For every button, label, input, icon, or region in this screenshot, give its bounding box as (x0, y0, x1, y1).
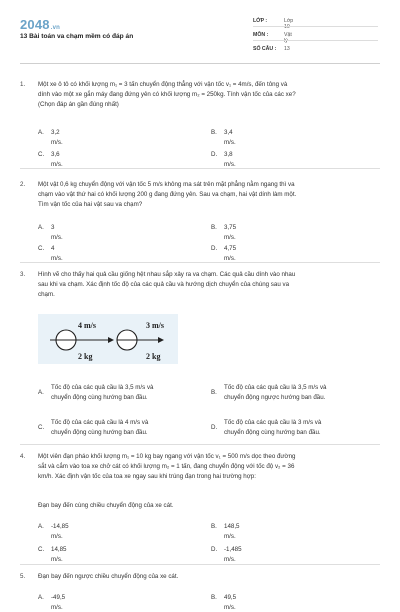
page-header (0, 0, 400, 64)
question-stem (38, 270, 376, 300)
option-letter: C. (38, 546, 45, 553)
meta-count-label: SỐ CÂU : (253, 46, 277, 52)
mass-right: 2 kg (146, 352, 161, 361)
document-title: 13 Bài toán va chạm mềm có đáp án (20, 33, 134, 40)
collision-diagram (38, 314, 178, 364)
option-letter: C. (38, 151, 45, 158)
option-text: 3,6 m/s. (51, 151, 63, 168)
option-text: 3,4 m/s. (224, 129, 236, 146)
mass-left: 2 kg (78, 352, 93, 361)
option-text-line1: Tốc độ của các quả cầu là 3 m/s và (224, 419, 322, 426)
question-stem (38, 180, 376, 210)
meta-subject-label: MÔN : (253, 32, 269, 38)
velocity-left: 4 m/s (78, 321, 96, 330)
question-line: Một viên đạn pháo khối lượng m₁ = 10 kg bay ngang với vận tốc v₁ = 500 m/s dọc theo đường (38, 453, 296, 460)
divider (253, 26, 378, 27)
logo-suffix: .vn (50, 25, 61, 31)
meta-class-label: LỚP : (253, 18, 268, 24)
question-line: dính vào một xe gắn máy đang đứng yên có khối lượng m₂ = 250kg. Tính vận tốc của các xe? (38, 91, 296, 98)
option-text-line1: Tốc độ của các quả cầu là 4 m/s và (51, 419, 149, 426)
question-stem (38, 452, 376, 482)
logo-main: 2048 (20, 17, 50, 32)
option-letter: B. (211, 523, 217, 530)
header-divider (20, 63, 380, 64)
question-line: Đạn bay đến ngược chiều chuyển động của xe cát. (38, 573, 179, 580)
option-letter: D. (211, 424, 218, 431)
meta-count-value: 13 (284, 46, 290, 52)
question-line: Một vật 0,6 kg chuyển động với vận tốc 5 m/s không ma sát trên mặt phẳng nằm ngang thì va (38, 181, 295, 188)
question-divider (20, 444, 380, 445)
question-stem (38, 572, 376, 582)
question-line: sau khi va chạm. Xác định tốc độ của các quả cầu và hướng dịch chuyển của chúng sau va (38, 281, 290, 288)
option-text-line2: chuyển động cùng hướng ban đầu. (224, 429, 321, 436)
meta-subject-value: Vật lý (284, 32, 292, 44)
question-line: chạm. (38, 291, 55, 298)
question-line: Hình vẽ cho thấy hai quả cầu giống hệt nhau sắp xảy ra va chạm. Các quả cầu dính vào nhau (38, 271, 296, 278)
option-letter: A. (38, 129, 44, 136)
question-line: km/h. Xác định vận tốc của toa xe ngay sau khi trúng đạn trong hai trường hợp: (38, 473, 256, 480)
option-text: 3 m/s. (51, 224, 63, 241)
option-letter: D. (211, 245, 218, 252)
option-text: -1,485 m/s. (224, 546, 242, 563)
option-text: 4,75 m/s. (224, 245, 237, 262)
option-letter: B. (211, 389, 217, 396)
option-letter: C. (38, 424, 45, 431)
option-text: 3,8 m/s. (224, 151, 236, 168)
option-text-line2: chuyển động cùng hướng ban đầu. (51, 429, 148, 436)
arrow-left-head (108, 337, 114, 343)
option-text: 3,2 m/s. (51, 129, 63, 146)
option-letter: C. (38, 245, 45, 252)
option-letter: A. (38, 224, 44, 231)
option-text-line2: chuyển động cùng hướng ban đầu. (51, 394, 148, 401)
question-line: Tìm vận tốc của hai vật sau va chạm? (38, 201, 143, 208)
question-number: 2. (20, 181, 26, 188)
meta-class-value: Lớp 10 (284, 18, 294, 30)
question-number: 4. (20, 453, 26, 460)
question-line: (Chọn đáp án gần đúng nhất) (38, 101, 119, 108)
option-letter: B. (211, 224, 217, 231)
divider (253, 40, 378, 41)
option-letter: D. (211, 151, 218, 158)
option-text-line1: Tốc độ của các quả cầu là 3,5 m/s và (224, 384, 327, 391)
option-text: 49,5 m/s. (224, 594, 237, 611)
option-text-line1: Tốc độ của các quả cầu là 3,5 m/s và (51, 384, 154, 391)
option-letter: A. (38, 594, 44, 601)
question-number: 1. (20, 81, 26, 88)
arrow-right-head (158, 337, 164, 343)
option-text: -49,5 m/s. (51, 594, 66, 611)
option-text: 3,75 m/s. (224, 224, 237, 241)
collision-figure (38, 314, 178, 364)
question-divider (20, 564, 380, 565)
option-text: 14,85 m/s. (51, 546, 67, 563)
question-subtitle: Đạn bay đến cùng chiều chuyển động của xe cát. (38, 502, 174, 509)
question-divider (20, 262, 380, 263)
option-letter: D. (211, 546, 218, 553)
velocity-right: 3 m/s (146, 321, 164, 330)
question-stem (38, 80, 376, 110)
question-line: sắt và cắm vào toa xe chở cát có khối lượng m₂ = 1 tấn, đang chuyển động với tốc độ v₂ = 36 (38, 463, 295, 470)
option-letter: A. (38, 523, 44, 530)
site-logo[interactable] (20, 17, 60, 32)
question-divider (20, 168, 380, 169)
option-letter: B. (211, 129, 217, 136)
option-letter: B. (211, 594, 217, 601)
option-text-line2: chuyển động ngược hướng ban đầu. (224, 394, 326, 401)
question-number: 3. (20, 271, 26, 278)
option-letter: A. (38, 389, 44, 396)
option-text: -14,85 m/s. (51, 523, 69, 540)
question-number: 5. (20, 573, 26, 580)
question-line: chạm vào vật thứ hai có khối lượng 200 g đang đứng yên. Sau va chạm, hai vật dính làm một. (38, 191, 297, 198)
option-text: 148,5 m/s. (224, 523, 240, 540)
option-text: 4 m/s. (51, 245, 63, 262)
question-line: Một xe ô tô có khối lượng m₁ = 3 tấn chuyển động thẳng với vận tốc v₁ = 4m/s, đến tông và (38, 81, 288, 88)
